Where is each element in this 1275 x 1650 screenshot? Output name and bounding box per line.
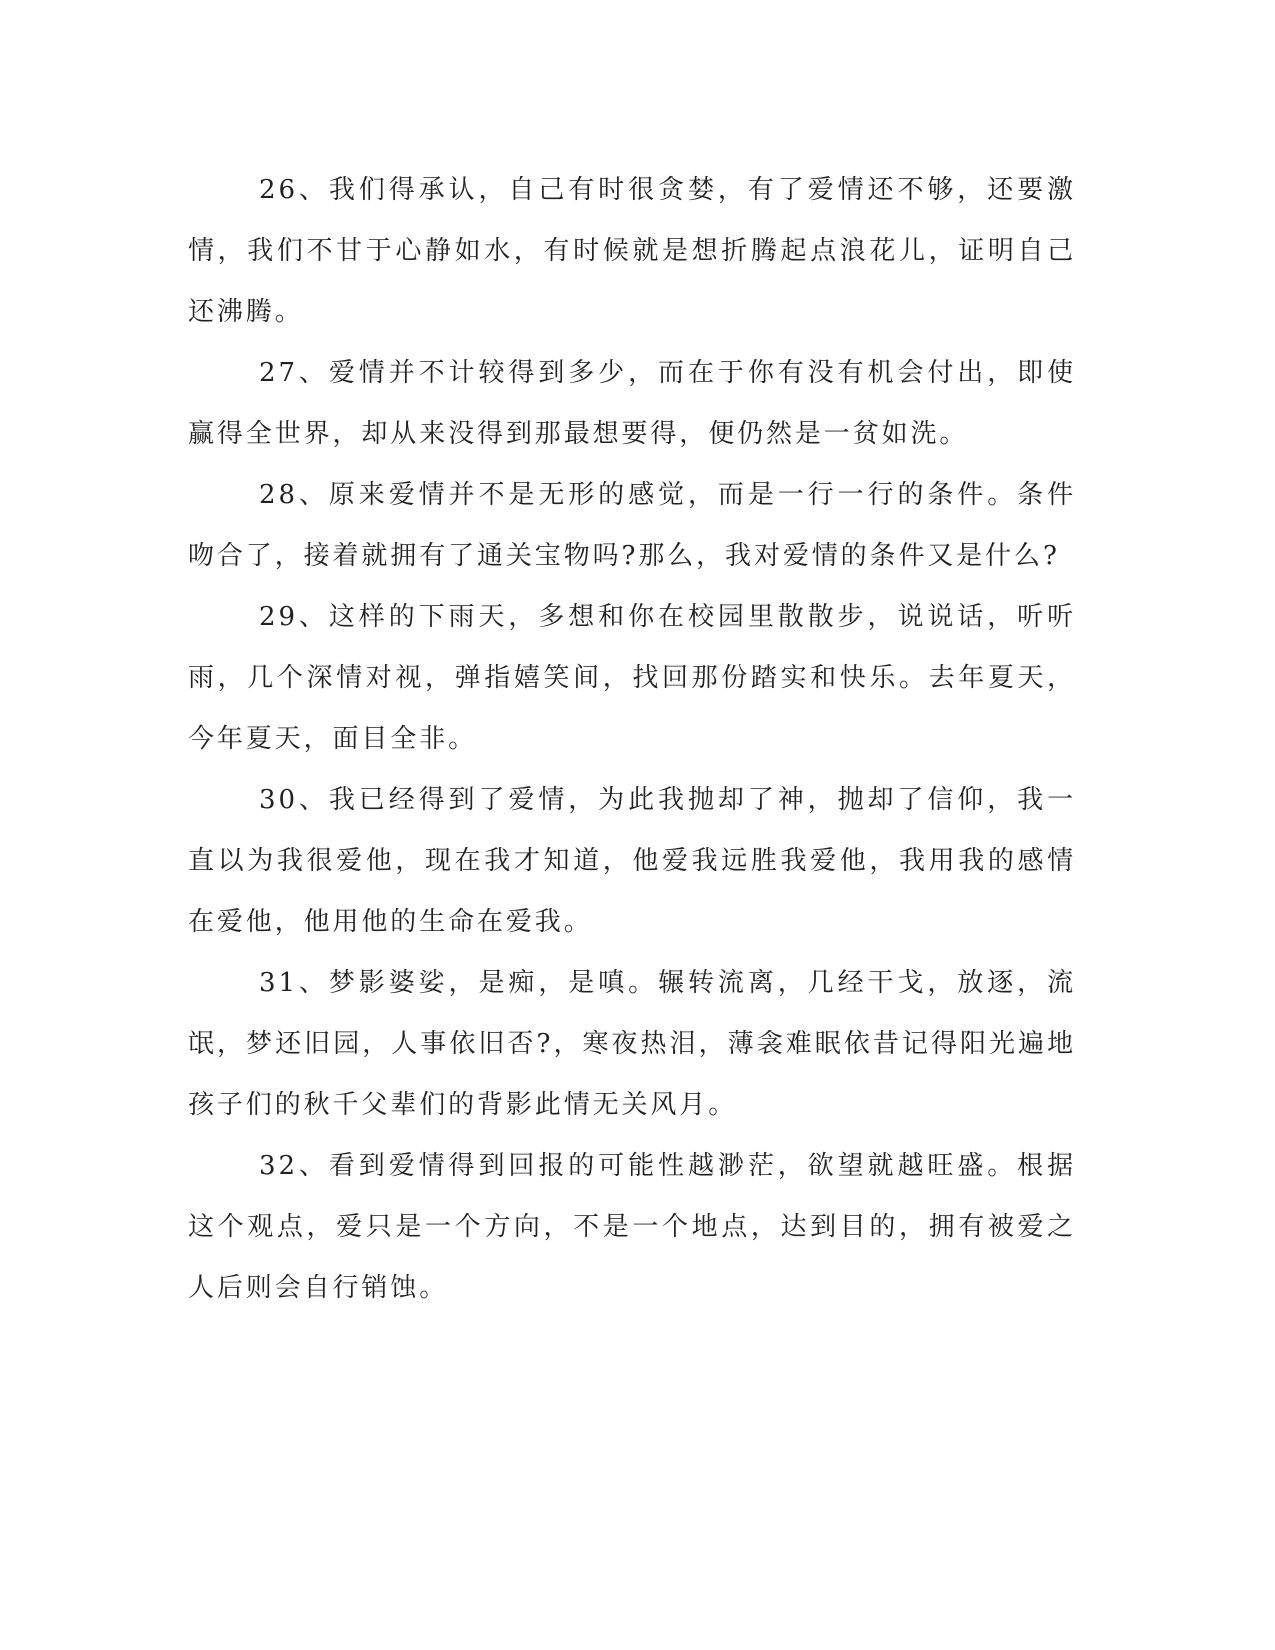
paragraph-30: 30、我已经得到了爱情，为此我抛却了神，抛却了信仰，我一直以为我很爱他，现在我才知道，他爱我远胜我爱他，我用我的感情在爱他，他用他的生命在爱我。 bbox=[188, 785, 1076, 937]
paragraph-31: 31、梦影婆娑，是痴，是嗔。辗转流离，几经干戈，放逐，流氓，梦还旧园，人事依旧否?，寒夜热泪，薄衾难眠依昔记得阳光遍地孩子们的秋千父辈们的背影此情无关风月。 bbox=[188, 968, 1076, 1120]
paragraph-32: 32、看到爱情得到回报的可能性越渺茫，欲望就越旺盛。根据这个观点，爱只是一个方向，不是一个地点，达到目的，拥有被爱之人后则会自行销蚀。 bbox=[188, 1151, 1076, 1303]
paragraph-29: 29、这样的下雨天，多想和你在校园里散散步，说说话，听听雨，几个深情对视，弹指嬉笑间，找回那份踏实和快乐。去年夏天，今年夏天，面目全非。 bbox=[188, 602, 1076, 754]
paragraph-26: 26、我们得承认，自己有时很贪婪，有了爱情还不够，还要激情，我们不甘于心静如水，有时候就是想折腾起点浪花儿，证明自己还沸腾。 bbox=[188, 175, 1076, 327]
paragraph-27: 27、爱情并不计较得到多少，而在于你有没有机会付出，即使赢得全世界，却从来没得到那最想要得，便仍然是一贫如洗。 bbox=[188, 358, 1076, 449]
paragraph-28: 28、原来爱情并不是无形的感觉，而是一行一行的条件。条件吻合了，接着就拥有了通关宝物吗?那么，我对爱情的条件又是什么? bbox=[188, 480, 1076, 571]
document-body bbox=[188, 160, 1076, 1319]
